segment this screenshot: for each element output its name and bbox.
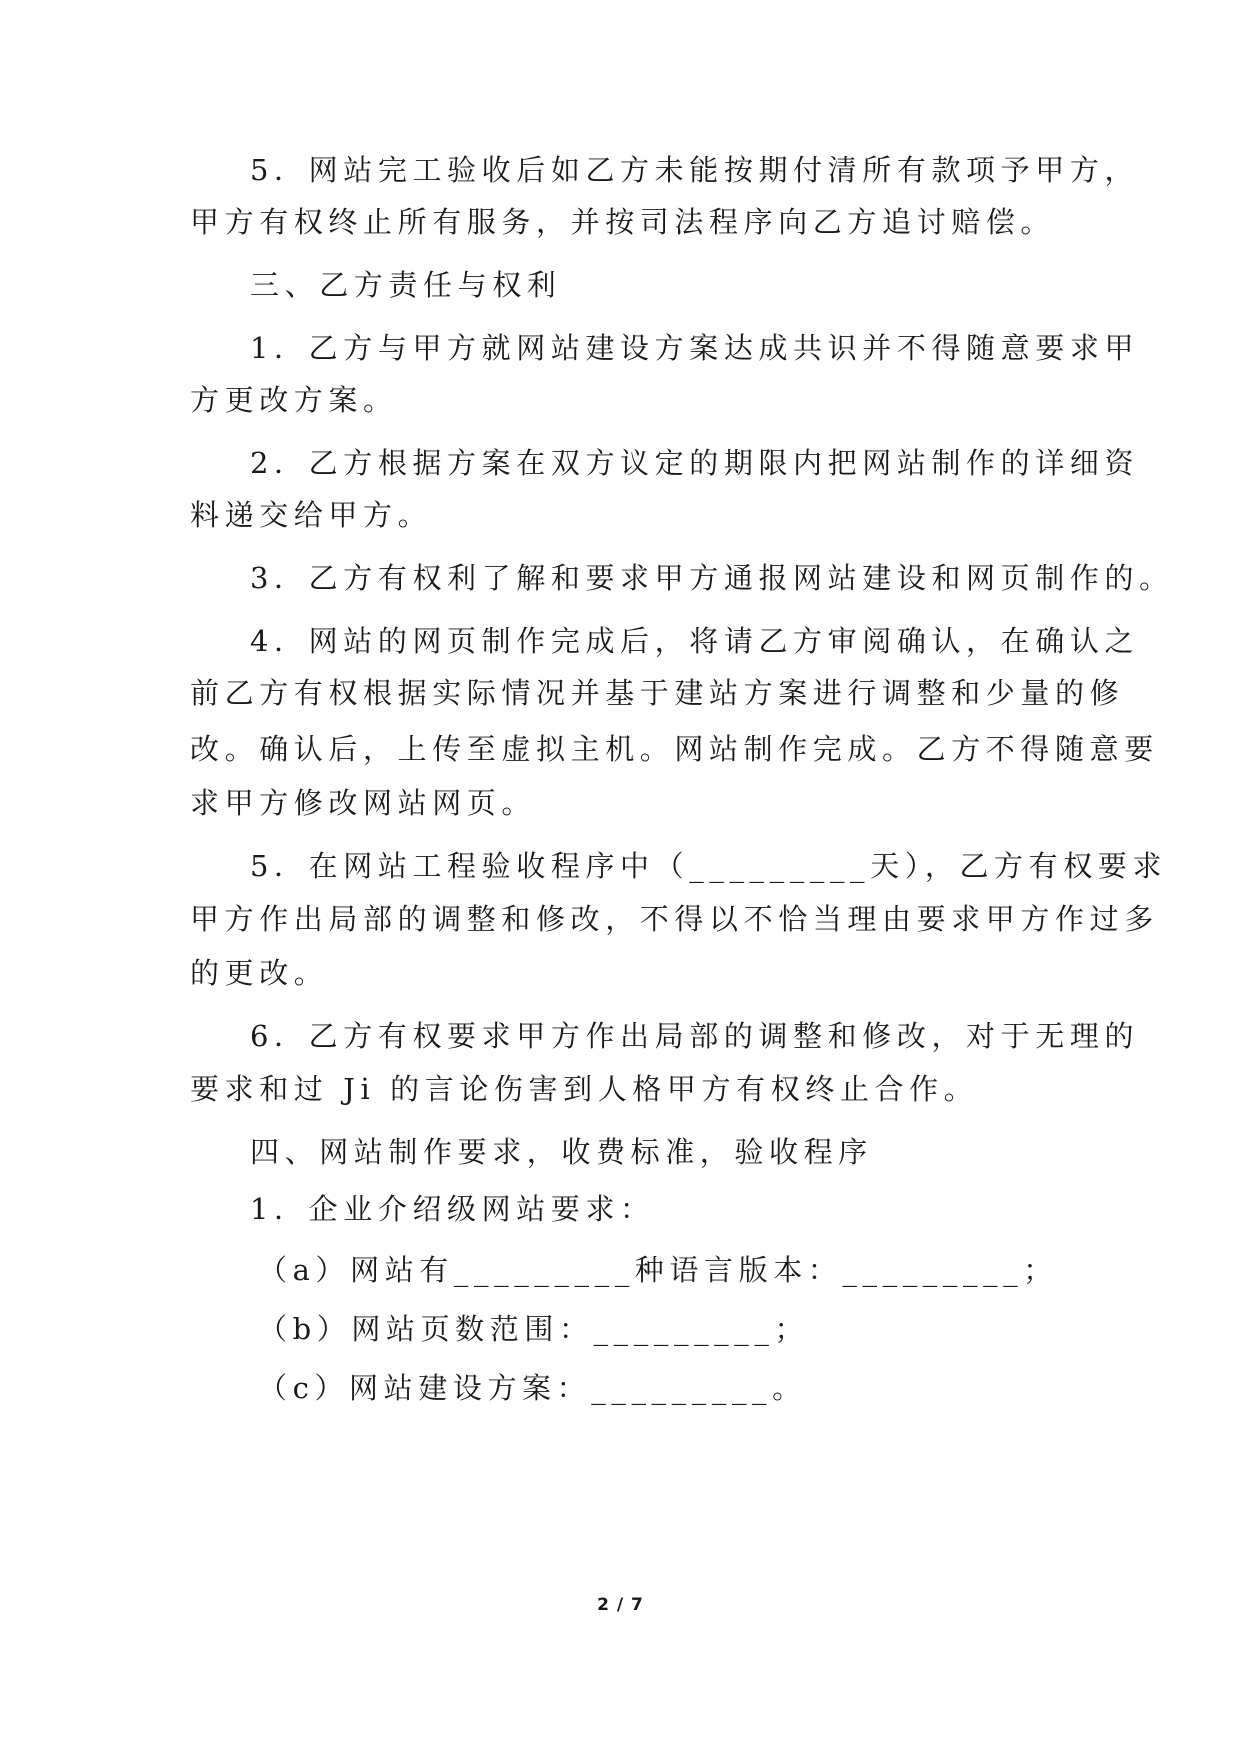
paragraph-line: 4．网站的网页制作完成后，将请乙方审阅确认，在确认之 <box>250 624 1140 658</box>
paragraph-line: 料递交给甲方。 <box>190 498 433 532</box>
paragraph-line: 5．在网站工程验收程序中（_________天），乙方有权要求 <box>250 849 1168 883</box>
paragraph-line: 改。确认后，上传至虚拟主机。网站制作完成。乙方不得随意要 <box>190 732 1159 766</box>
paragraph-line: 的更改。 <box>190 956 329 990</box>
paragraph-line: 1．乙方与甲方就网站建设方案达成共识并不得随意要求甲 <box>250 331 1140 365</box>
paragraph-line: 2．乙方根据方案在双方议定的期限内把网站制作的详细资 <box>250 446 1140 480</box>
paragraph-line: 1．企业介绍级网站要求： <box>250 1192 655 1226</box>
paragraph-line: 求甲方修改网站网页。 <box>190 786 537 820</box>
section-heading: 三、乙方责任与权利 <box>250 268 562 302</box>
paragraph-line: 方更改方案。 <box>190 383 398 417</box>
paragraph-line: 要求和过 Ji 的言论伤害到人格甲方有权终止合作。 <box>190 1072 979 1106</box>
paragraph-line: 6．乙方有权要求甲方作出局部的调整和修改，对于无理的 <box>250 1019 1140 1053</box>
list-item: （c）网站建设方案：_________。 <box>258 1371 807 1405</box>
paragraph-line: 5．网站完工验收后如乙方未能按期付清所有款项予甲方， <box>250 153 1140 187</box>
page-number: 2 / 7 <box>597 1595 644 1615</box>
paragraph-line: 甲方有权终止所有服务，并按司法程序向乙方追讨赔偿。 <box>190 205 1056 239</box>
paragraph-line: 3．乙方有权利了解和要求甲方通报网站建设和网页制作的。 <box>250 561 1174 595</box>
paragraph-line: 甲方作出局部的调整和修改，不得以不恰当理由要求甲方作过多 <box>190 902 1159 936</box>
list-item: （b）网站页数范围：_________； <box>258 1312 810 1346</box>
paragraph-line: 前乙方有权根据实际情况并基于建站方案进行调整和少量的修 <box>190 676 1125 710</box>
section-heading: 四、网站制作要求，收费标准，验收程序 <box>250 1135 873 1169</box>
list-item: （a）网站有_________种语言版本：_________； <box>258 1253 1058 1287</box>
